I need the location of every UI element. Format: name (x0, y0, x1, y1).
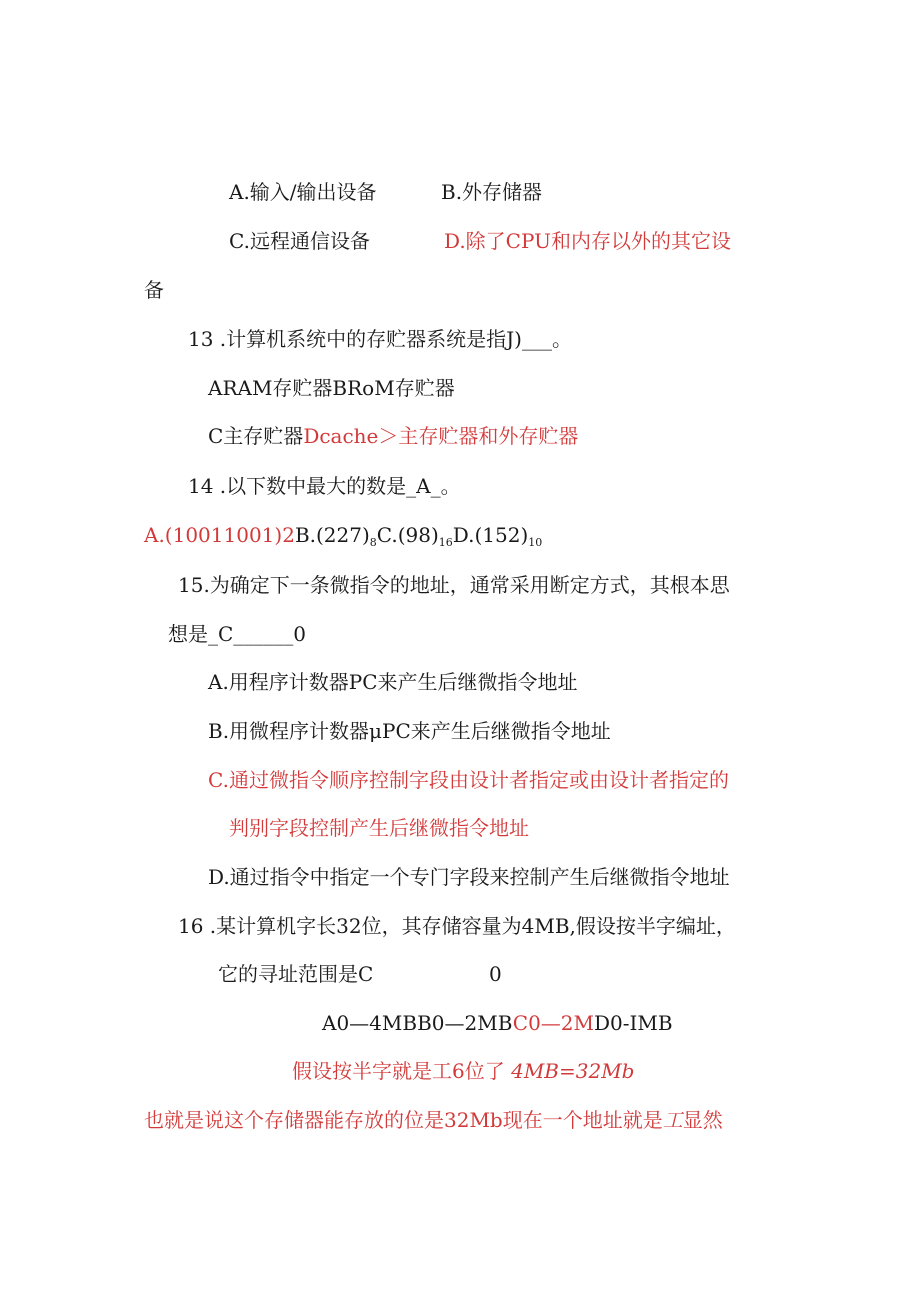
q16-stem-line1: 16 .某计算机字长32位，其存储容量为4MB,假设按半字编址， (178, 914, 736, 938)
q14-option-d: D.(152) (452, 523, 529, 547)
q16-option-d: D0-IMB (594, 1011, 673, 1035)
q16-note2-end: 显然 (682, 1108, 723, 1132)
q12-option-c: C.远程通信设备 (229, 229, 370, 253)
q16-note-line2 (144, 1108, 723, 1132)
q12-option-d: D.除了CPU和内存以外的其它设 (444, 229, 731, 253)
q15-option-d: D.通过指令中指定一个专门字段来控制产生后继微指令地址 (208, 865, 730, 889)
q16-note2-text: 也就是说这个存储器能存放的位是32Mb现在一个地址就是 (144, 1108, 663, 1132)
q15-option-c-line1: C.通过微指令顺序控制字段由设计者指定或由设计者指定的 (208, 768, 729, 792)
q12-option-b: B.外存储器 (441, 180, 543, 204)
q14-option-d-base: 10 (528, 536, 543, 549)
q13-stem: 13 .计算机系统中的存贮器系统是指J)___。 (188, 327, 572, 351)
q16-note-text: 假设按半字就是工6位了 (292, 1059, 505, 1083)
q15-stem-line2: 想是_C______0 (168, 622, 307, 646)
q16-stem-line2: 它的寻址范围是C (218, 962, 374, 986)
q13-options-ab: ARAM存贮器BRoM存贮器 (208, 376, 455, 400)
q15-option-b: B.用微程序计数器μPC来产生后继微指令地址 (208, 719, 611, 743)
q16-note2-italic: 工 (662, 1108, 683, 1132)
q14-option-c-base: 16 (438, 536, 453, 549)
q14-option-a-base: 2 (282, 523, 295, 547)
q13-option-d: Dcache＞主存贮器和外存贮器 (303, 424, 579, 448)
q14-option-b-base: 8 (369, 536, 377, 549)
q14-option-b: B.(227) (294, 523, 370, 547)
q14-option-c: C.(98) (376, 523, 439, 547)
q14-option-a: A.(10011001) (144, 523, 283, 547)
q12-option-d-continued: 备 (144, 278, 164, 302)
q13-option-c: C主存贮器 (208, 424, 304, 448)
q16-note-formula: 4MΒ=32Mb (511, 1059, 635, 1083)
q15-option-c-line2: 判别字段控制产生后继微指令地址 (229, 816, 529, 840)
q16-options-ab: A0—4MBB0—2MB (322, 1011, 513, 1035)
q14-options (144, 523, 542, 555)
q16-options (322, 1011, 673, 1035)
q13-option-line (208, 424, 578, 448)
q16-note-line1 (292, 1059, 634, 1083)
q12-option-a: A.输入/输出设备 (229, 180, 377, 204)
q15-stem-line1: 15.为确定下一条微指令的地址，通常采用断定方式，其根本思 (178, 573, 730, 597)
q14-stem: 14 .以下数中最大的数是_A_。 (188, 474, 461, 498)
q16-answer-blank: 0 (489, 962, 502, 986)
q16-option-c: C0—2M (512, 1011, 594, 1035)
q15-option-a: A.用程序计数器PC来产生后继微指令地址 (208, 670, 578, 694)
